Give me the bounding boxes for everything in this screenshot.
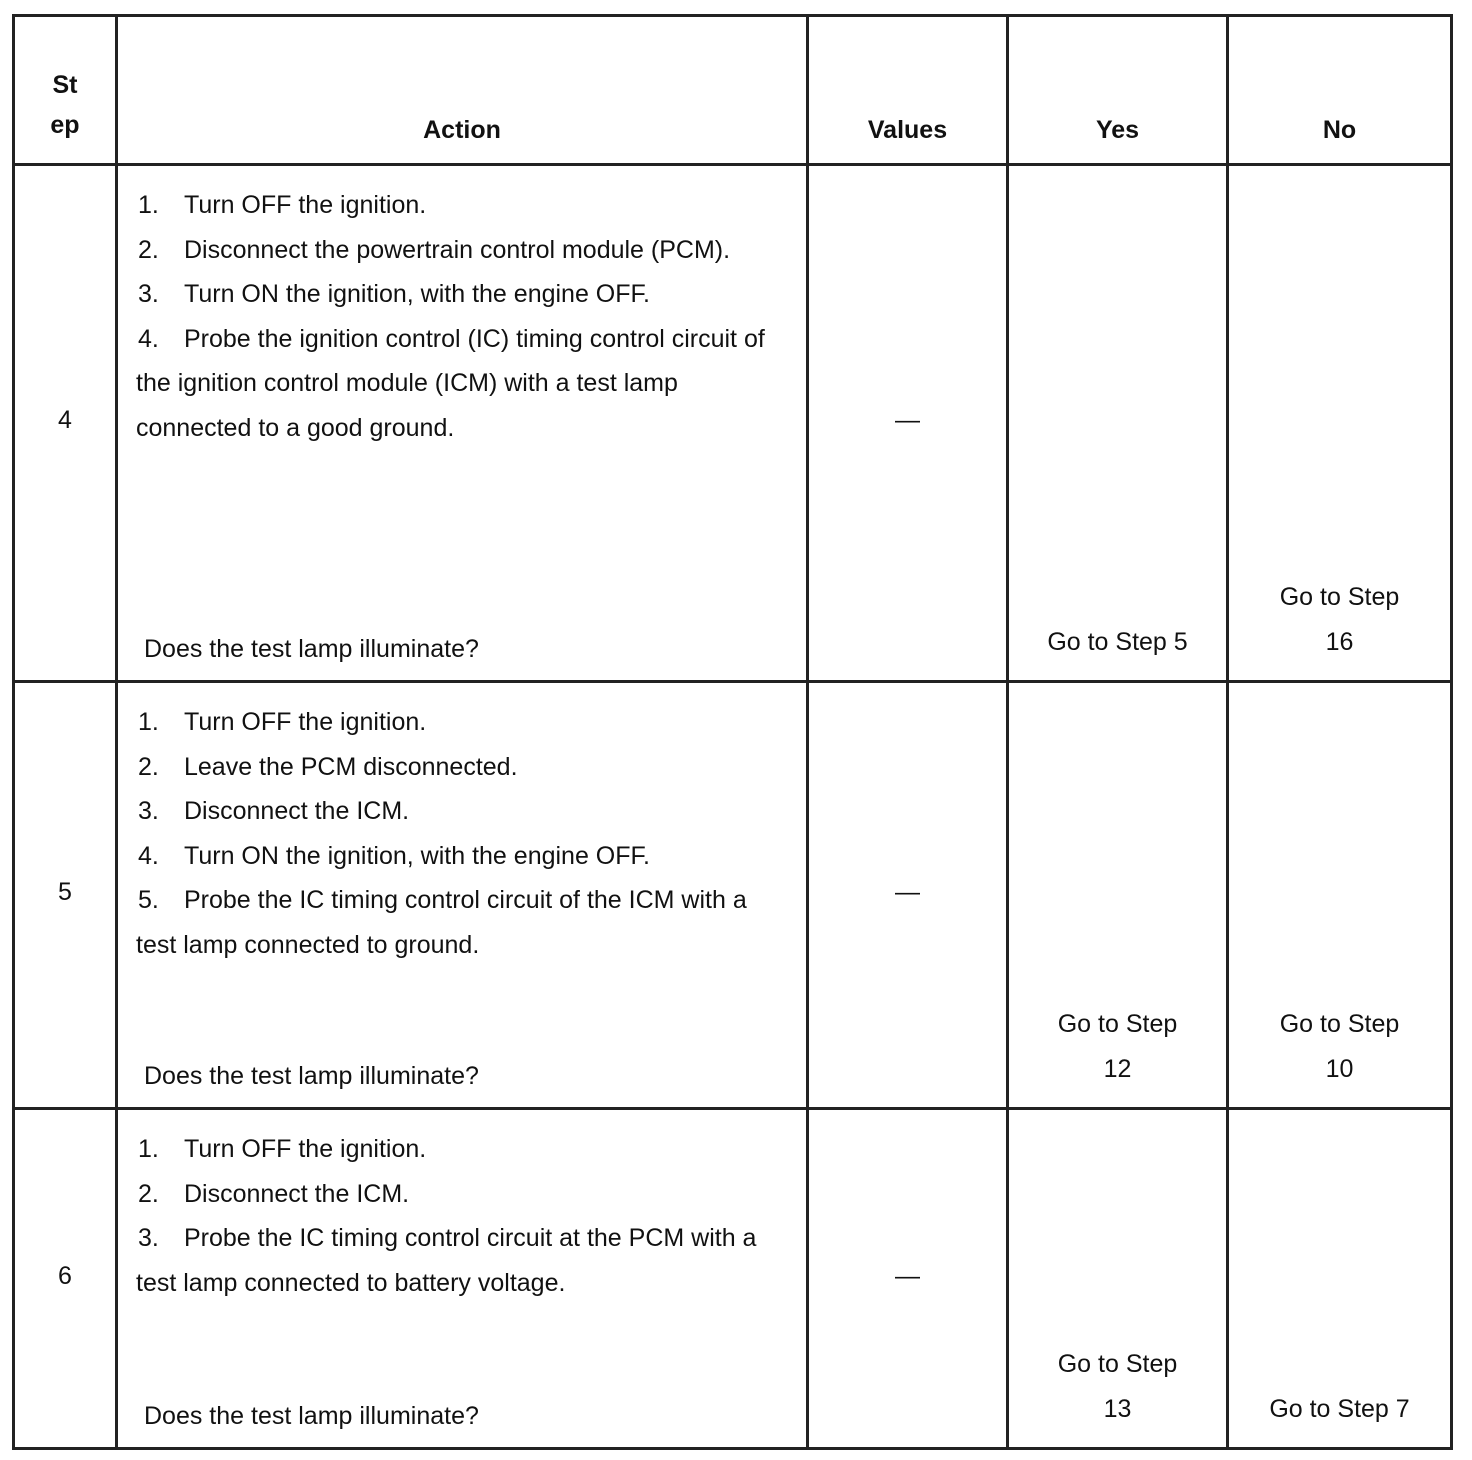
action-question: Does the test lamp illuminate?	[144, 635, 479, 663]
action-item-text: Disconnect the ICM.	[184, 1179, 410, 1208]
values-cell	[808, 682, 1008, 1109]
action-item-number: 3.	[138, 797, 159, 825]
action-item-text: Turn OFF the ignition.	[184, 1135, 427, 1163]
header-values	[808, 16, 1008, 165]
action-item	[136, 878, 776, 967]
action-item-number: 2.	[138, 1179, 159, 1208]
header-step	[14, 16, 117, 165]
action-item-number: 1.	[138, 1135, 159, 1163]
action-item	[136, 834, 776, 879]
value-dash: —	[895, 406, 920, 434]
yes-cell	[1008, 165, 1228, 682]
step-cell	[14, 1109, 117, 1449]
yes-cell	[1008, 682, 1228, 1109]
action-item-text: Leave the PCM disconnected.	[184, 752, 518, 781]
action-cell	[117, 682, 808, 1109]
action-item-number: 4.	[138, 841, 159, 870]
header-values-label: Values	[867, 116, 948, 144]
step-cell	[14, 165, 117, 682]
header-yes	[1008, 16, 1228, 165]
step-number: 6	[58, 1262, 72, 1290]
action-item-number: 1.	[138, 191, 159, 219]
yes-goto: Go to Step 5	[1047, 627, 1188, 656]
no-goto: Go to Step 10	[1279, 1010, 1400, 1083]
action-list	[118, 683, 806, 967]
step-cell	[14, 682, 117, 1109]
action-cell	[117, 165, 808, 682]
action-item-number: 3.	[138, 280, 159, 308]
table-row	[14, 1109, 1452, 1449]
action-list	[118, 166, 806, 450]
action-item	[136, 700, 776, 745]
action-item	[136, 228, 776, 273]
no-cell	[1228, 1109, 1452, 1449]
action-item-text: Turn ON the ignition, with the engine OFF.	[184, 280, 650, 308]
action-item-number: 2.	[138, 752, 159, 781]
header-action	[117, 16, 808, 165]
action-item-text: Turn ON the ignition, with the engine OFF.	[184, 841, 650, 870]
table-row	[14, 165, 1452, 682]
no-cell	[1228, 682, 1452, 1109]
action-item-text: Probe the IC timing control circuit of the ICM with a test lamp connected to ground.	[136, 886, 747, 959]
action-item	[136, 1127, 776, 1172]
action-item-number: 1.	[138, 708, 159, 736]
action-item	[136, 745, 776, 790]
action-item-text: Disconnect the ICM.	[184, 797, 410, 825]
table-row	[14, 682, 1452, 1109]
header-yes-label: Yes	[1095, 116, 1140, 144]
no-goto: Go to Step 7	[1269, 1394, 1410, 1423]
action-item	[136, 1216, 776, 1305]
action-item	[136, 272, 776, 317]
value-dash: —	[895, 1262, 920, 1290]
yes-goto: Go to Step 13	[1057, 1350, 1178, 1423]
action-item-text: Probe the IC timing control circuit at the PCM with a test lamp connected to battery voltage.	[136, 1224, 757, 1297]
action-item-text: Probe the ignition control (IC) timing control circuit of the ignition control module (ICM) with a test lamp connected to a good ground.	[136, 324, 765, 442]
header-no	[1228, 16, 1452, 165]
header-no-label: No	[1322, 116, 1357, 144]
action-item-number: 5.	[138, 886, 159, 914]
yes-cell	[1008, 1109, 1228, 1449]
action-list	[118, 1110, 806, 1305]
action-cell	[117, 1109, 808, 1449]
header-row	[14, 16, 1452, 165]
action-item-number: 3.	[138, 1224, 159, 1252]
step-number: 5	[58, 878, 72, 906]
value-dash: —	[895, 878, 920, 906]
action-item-text: Turn OFF the ignition.	[184, 191, 427, 219]
header-action-label: Action	[423, 116, 501, 144]
action-item	[136, 183, 776, 228]
diagnostic-steps-table	[12, 14, 1453, 1450]
action-item	[136, 1172, 776, 1217]
action-item-text: Turn OFF the ignition.	[184, 708, 427, 736]
action-item-text: Disconnect the powertrain control module (PCM).	[184, 235, 731, 264]
step-number: 4	[58, 406, 72, 434]
action-question: Does the test lamp illuminate?	[144, 1062, 479, 1090]
no-goto: Go to Step 16	[1279, 583, 1400, 656]
action-question: Does the test lamp illuminate?	[144, 1402, 479, 1430]
action-item-number: 4.	[138, 324, 159, 353]
action-item	[136, 317, 776, 451]
values-cell	[808, 165, 1008, 682]
values-cell	[808, 1109, 1008, 1449]
action-item-number: 2.	[138, 235, 159, 264]
yes-goto: Go to Step 12	[1057, 1010, 1178, 1083]
no-cell	[1228, 165, 1452, 682]
header-step-label: St ep	[50, 71, 80, 139]
action-item	[136, 789, 776, 834]
